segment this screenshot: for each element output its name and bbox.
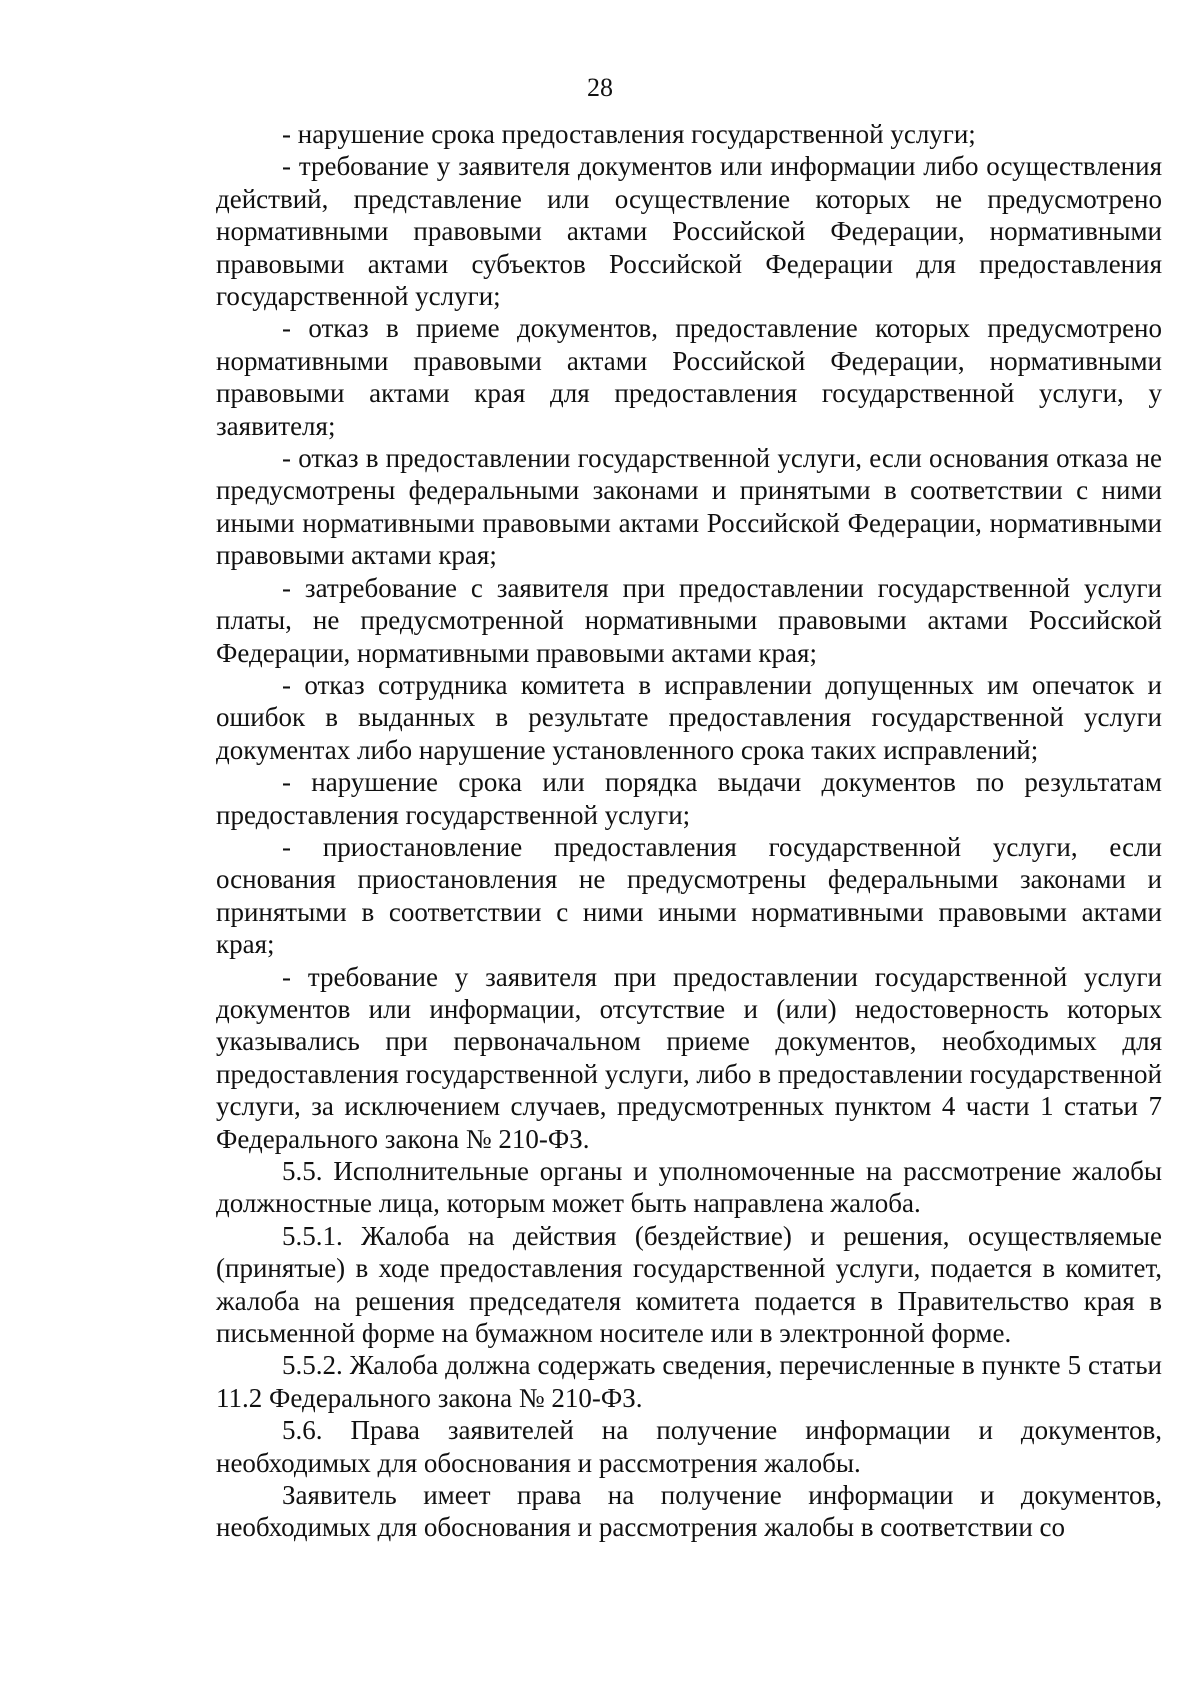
list-item-payment-demand: - затребование с заявителя при предоставлении государственной услуги платы, не предусмотренной нормативными правовыми актами Российской Федерации, нормативными правовыми актами края;: [216, 572, 1162, 668]
page-number: 28: [587, 73, 613, 102]
section-5-6: 5.6. Права заявителей на получение информации и документов, необходимых для обоснования и рассмотрения жалобы.: [216, 1415, 1162, 1478]
list-item-issuance-violation: - нарушение срока или порядка выдачи документов по результатам предоставления государственной услуги;: [216, 767, 1162, 830]
list-item-repeat-requirement: - требование у заявителя при предоставлении государственной услуги документов или информации, отсутствие и (или) недостоверность которых указывались при первоначальном приеме документов, необходимых для предоставления государственной услуги, либо в предоставлении государственной услуги, за исключением случаев, предусмотренных пунктом 4 части 1 статьи 7 Федерального закона № 210-ФЗ.: [216, 961, 1162, 1154]
section-5-5: 5.5. Исполнительные органы и уполномоченные на рассмотрение жалобы должностные лица, которым может быть направлена жалоба.: [216, 1156, 1162, 1219]
list-item-suspension: - приостановление предоставления государственной услуги, если основания приостановления не предусмотрены федеральными законами и принятыми в соответствии с ними иными нормативными правовыми актами края;: [216, 831, 1162, 960]
section-5-5-2: 5.5.2. Жалоба должна содержать сведения, перечисленные в пункте 5 статьи 11.2 Федерального закона № 210-ФЗ.: [216, 1350, 1162, 1413]
paragraph-applicant-rights: Заявитель имеет права на получение информации и документов, необходимых для обоснования и рассмотрения жалобы в соответствии со: [216, 1480, 1162, 1543]
list-item-refusal-service: - отказ в предоставлении государственной услуги, если основания отказа не предусмотрены федеральными законами и принятыми в соответствии с ними иными нормативными правовыми актами Российской Федерации, нормативными правовыми актами края;: [216, 443, 1162, 571]
list-item-document-requirement: - требование у заявителя документов или информации либо осуществления действий, представление или осуществление которых не предусмотрено нормативными правовыми актами Российской Федерации, нормативными правовыми актами субъектов Российской Федерации для предоставления государственной услуги;: [216, 151, 1162, 312]
document-body: [216, 118, 1162, 1544]
list-item-refusal-acceptance: - отказ в приеме документов, предоставление которых предусмотрено нормативными правовыми актами Российской Федерации, нормативными правовыми актами края для предоставления государственной услуги, у заявителя;: [216, 313, 1162, 441]
list-item-violation-deadline: - нарушение срока предоставления государственной услуги;: [282, 119, 976, 149]
list-item-correction-refusal: - отказ сотрудника комитета в исправлении допущенных им опечаток и ошибок в выданных в результате предоставления государственной услуги документах либо нарушение установленного срока таких исправлений;: [216, 669, 1162, 765]
section-5-5-1: 5.5.1. Жалоба на действия (бездействие) и решения, осуществляемые (принятые) в ходе предоставления государственной услуги, подается в комитет, жалоба на решения председателя комитета подается в Правительство края в письменной форме на бумажном носителе или в электронной форме.: [216, 1220, 1162, 1349]
